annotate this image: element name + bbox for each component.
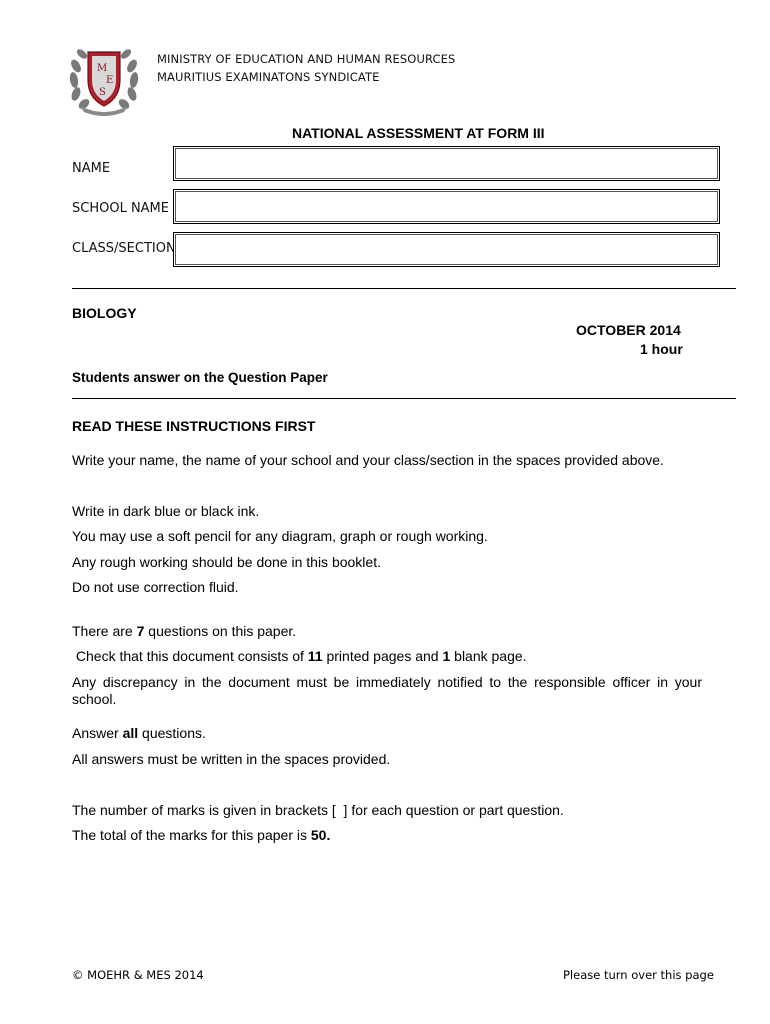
class-section-field[interactable] [173,232,720,267]
answer-note: Students answer on the Question Paper [72,370,328,385]
instruction-line: The total of the marks for this paper is 50. [72,827,331,843]
svg-text:M: M [97,63,108,74]
mes-logo [66,40,142,116]
instruction-line: Answer all questions. [72,725,206,741]
instruction-line: Check that this document consists of 11 printed pages and 1 blank page. [72,648,527,664]
assessment-title: NATIONAL ASSESSMENT AT FORM III [292,125,545,141]
ministry-name: MINISTRY OF EDUCATION AND HUMAN RESOURCES [157,52,456,66]
syndicate-name: MAURITIUS EXAMINATONS SYNDICATE [157,70,380,84]
divider-top [72,288,736,289]
instruction-line: The number of marks is given in brackets [ ] for each question or part question. [72,802,564,818]
class-section-label: CLASS/SECTION [72,241,176,256]
exam-duration: 1 hour [640,341,683,357]
school-name-field[interactable] [173,189,720,224]
svg-text:E: E [106,75,114,86]
instruction-line: There are 7 questions on this paper. [72,623,297,639]
instruction-line: Write your name, the name of your school and your class/section in the spaces provided above. [72,452,664,468]
instruction-line: school. [72,691,117,707]
instruction-line: Any discrepancy in the document must be immediately notified to the responsible officer in your [72,674,702,690]
instruction-line: All answers must be written in the spaces provided. [72,751,391,767]
instruction-line: Any rough working should be done in this booklet. [72,554,381,570]
exam-date: OCTOBER 2014 [576,322,681,338]
footer-turn-over: Please turn over this page [563,968,714,982]
footer-copyright: © MOEHR & MES 2014 [72,968,204,982]
name-label: NAME [72,161,111,176]
instruction-line: Write in dark blue or black ink. [72,503,260,519]
instructions-heading: READ THESE INSTRUCTIONS FIRST [72,418,316,434]
svg-text:S: S [99,87,106,98]
school-name-label: SCHOOL NAME [72,201,169,216]
subject-title: BIOLOGY [72,305,137,321]
name-field[interactable] [173,146,720,181]
divider-middle [72,398,736,399]
instruction-line: You may use a soft pencil for any diagram, graph or rough working. [72,528,488,544]
instruction-line: Do not use correction fluid. [72,579,239,595]
